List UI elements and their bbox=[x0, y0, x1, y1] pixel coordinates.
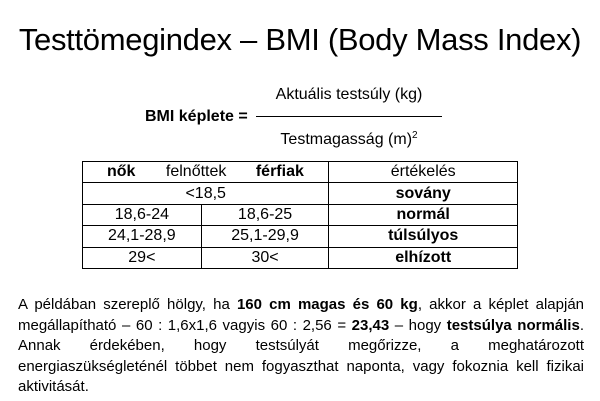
paragraph-highlight: 23,43 bbox=[351, 316, 390, 334]
table-row bbox=[83, 247, 518, 268]
page-title: Testtömegindex – BMI (Body Mass Index) bbox=[18, 22, 582, 57]
formula-denominator bbox=[256, 125, 442, 151]
row-underweight-value: <18,5 bbox=[83, 183, 329, 204]
denominator-exponent: 2 bbox=[412, 130, 418, 141]
table-row bbox=[83, 204, 518, 225]
formula-numerator: Aktuális testsúly (kg) bbox=[275, 86, 423, 103]
header-men: férfiak bbox=[255, 163, 304, 181]
paragraph-text: – hogy bbox=[389, 316, 447, 334]
row-overweight-label: túlsúlyos bbox=[329, 226, 518, 247]
table-row bbox=[83, 183, 518, 204]
row-underweight-label: sovány bbox=[329, 183, 518, 204]
formula-label: BMI képlete = bbox=[145, 108, 248, 125]
bmi-formula-fraction bbox=[256, 84, 442, 151]
row-normal-women: 18,6-24 bbox=[83, 204, 202, 225]
paragraph-highlight: 160 cm magas és 60 kg bbox=[236, 296, 418, 313]
bmi-table bbox=[82, 161, 518, 269]
row-normal-label: normál bbox=[329, 204, 518, 225]
row-normal-men: 18,6-25 bbox=[201, 204, 329, 225]
paragraph-highlight: testsúlya normális bbox=[446, 316, 580, 334]
denominator-text: Testmagasság (m) bbox=[280, 131, 413, 148]
header-adults: felnőttek bbox=[165, 163, 227, 181]
paragraph-text: . Annak érdekében, hogy testsúlyát megőrizze, a meghatározott energiaszükségleténél többet nem fogyaszthat naponta, vagy fokoznia kell fizikai aktivitását. bbox=[18, 316, 584, 395]
table-row bbox=[83, 226, 518, 247]
row-obese-men: 30< bbox=[201, 247, 329, 268]
header-women: nők bbox=[107, 163, 136, 181]
fraction-bar bbox=[256, 116, 442, 117]
example-paragraph bbox=[18, 295, 584, 398]
paragraph-text: A példában szereplő hölgy, ha bbox=[18, 296, 237, 313]
header-gender-cell bbox=[83, 162, 329, 183]
row-obese-women: 29< bbox=[83, 247, 202, 268]
row-obese-label: elhízott bbox=[329, 247, 518, 268]
table-header-row bbox=[83, 162, 518, 183]
row-overweight-women: 24,1-28,9 bbox=[83, 226, 202, 247]
header-evaluation: értékelés bbox=[329, 162, 518, 183]
row-overweight-men: 25,1-29,9 bbox=[201, 226, 329, 247]
paragraph-text: , akkor a képlet alapján megállapítható – 60 : 1,6x1,6 vagyis 60 : 2,56 = bbox=[18, 296, 584, 334]
